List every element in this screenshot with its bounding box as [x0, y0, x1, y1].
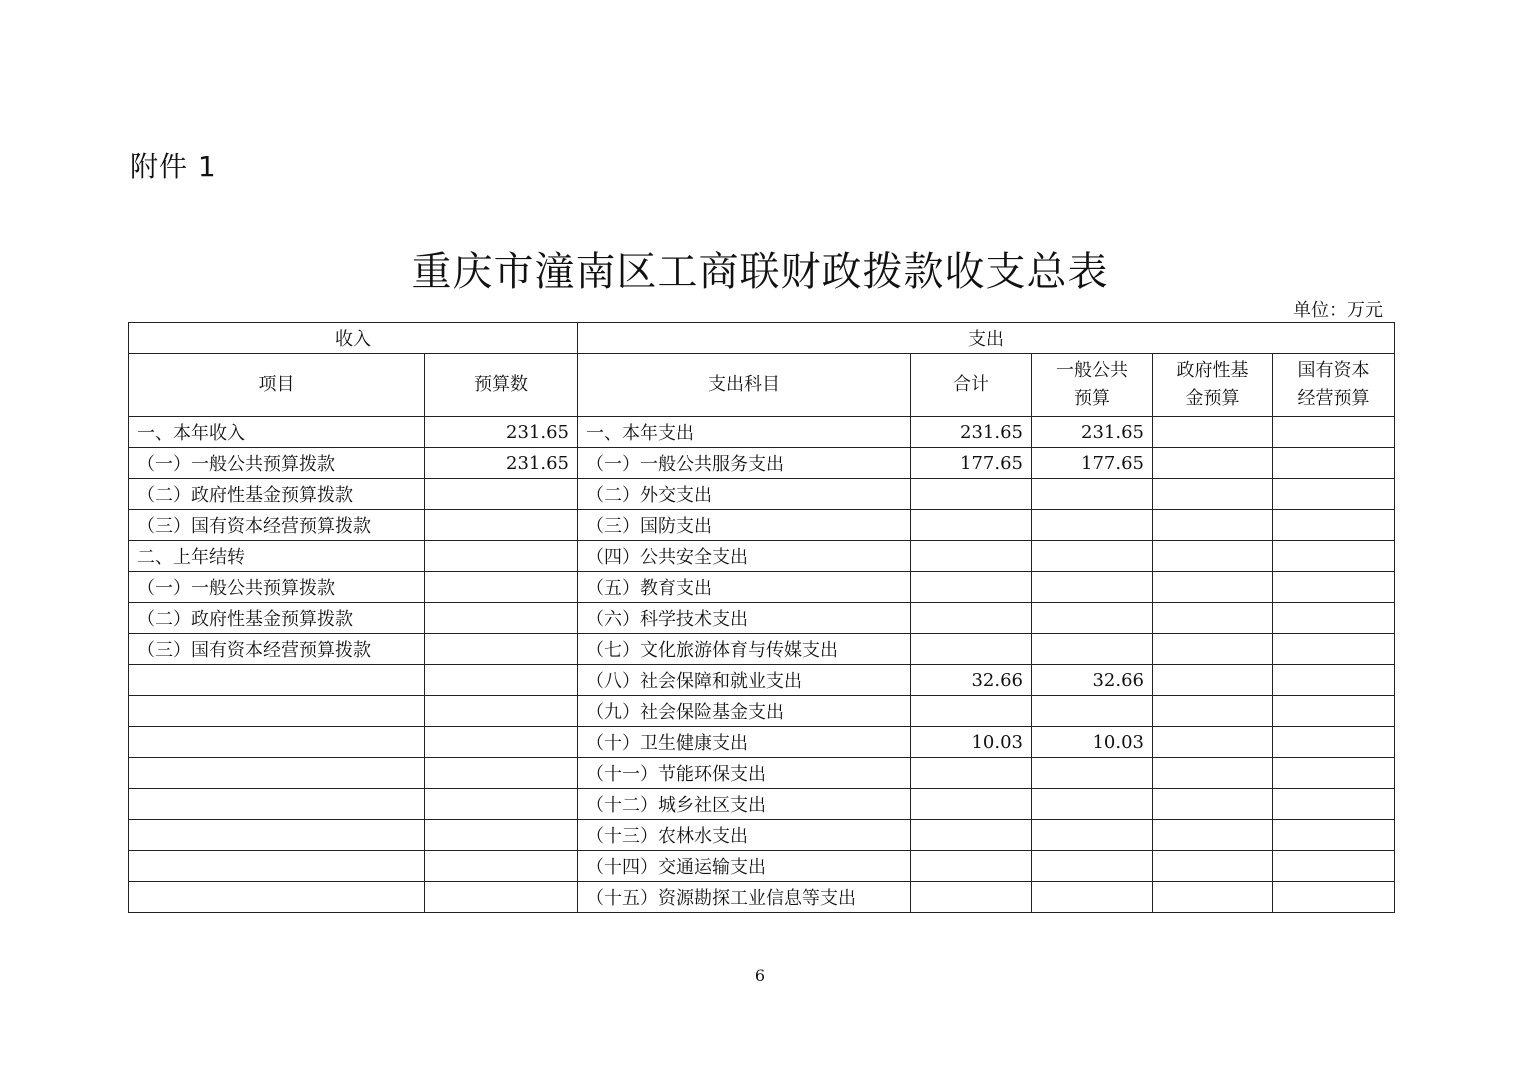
fund-budget-cell [1153, 696, 1273, 727]
general-budget-cell [1032, 603, 1153, 634]
expense-item-cell: （一）一般公共服务支出 [578, 448, 911, 479]
general-budget-cell [1032, 882, 1153, 913]
expense-item-cell: （六）科学技术支出 [578, 603, 911, 634]
state-capital-cell [1273, 758, 1395, 789]
income-amount-cell [425, 572, 578, 603]
fund-budget-cell [1153, 572, 1273, 603]
income-amount-cell: 231.65 [425, 448, 578, 479]
table-row [129, 727, 1395, 758]
general-budget-cell: 32.66 [1032, 665, 1153, 696]
table-row [129, 541, 1395, 572]
expense-item-cell: （七）文化旅游体育与传媒支出 [578, 634, 911, 665]
income-item-cell: （一）一般公共预算拨款 [129, 448, 425, 479]
total-cell [911, 789, 1032, 820]
table-row [129, 696, 1395, 727]
income-item-cell [129, 727, 425, 758]
fund-budget-cell [1153, 882, 1273, 913]
table-row [129, 417, 1395, 448]
header-row-columns [129, 354, 1395, 417]
general-budget-cell [1032, 696, 1153, 727]
state-capital-cell [1273, 510, 1395, 541]
fund-budget-cell [1153, 417, 1273, 448]
income-amount-cell [425, 882, 578, 913]
income-item-cell: （三）国有资本经营预算拨款 [129, 634, 425, 665]
expense-item-cell: 一、本年支出 [578, 417, 911, 448]
state-capital-cell [1273, 727, 1395, 758]
state-capital-cell [1273, 882, 1395, 913]
fund-budget-cell [1153, 541, 1273, 572]
expense-item-cell: （五）教育支出 [578, 572, 911, 603]
general-budget-cell: 231.65 [1032, 417, 1153, 448]
income-amount-cell [425, 541, 578, 572]
state-capital-cell [1273, 665, 1395, 696]
income-amount-cell [425, 696, 578, 727]
fund-budget-cell [1153, 789, 1273, 820]
total-cell [911, 696, 1032, 727]
total-cell [911, 541, 1032, 572]
income-amount-cell [425, 634, 578, 665]
table-row [129, 882, 1395, 913]
header-total: 合计 [911, 354, 1032, 417]
header-state-capital-budget: 国有资本经营预算 [1273, 354, 1395, 417]
expense-item-cell: （二）外交支出 [578, 479, 911, 510]
state-capital-cell [1273, 634, 1395, 665]
total-cell: 177.65 [911, 448, 1032, 479]
general-budget-cell [1032, 851, 1153, 882]
income-item-cell [129, 665, 425, 696]
fund-budget-cell [1153, 758, 1273, 789]
header-row-groups [129, 323, 1395, 354]
total-cell [911, 572, 1032, 603]
total-cell [911, 851, 1032, 882]
table-row [129, 665, 1395, 696]
income-item-cell: 二、上年结转 [129, 541, 425, 572]
income-amount-cell [425, 820, 578, 851]
total-cell [911, 510, 1032, 541]
general-budget-cell [1032, 820, 1153, 851]
general-budget-cell: 177.65 [1032, 448, 1153, 479]
expense-item-cell: （十一）节能环保支出 [578, 758, 911, 789]
fund-budget-cell [1153, 727, 1273, 758]
income-amount-cell [425, 758, 578, 789]
expense-item-cell: （四）公共安全支出 [578, 541, 911, 572]
header-fund-budget: 政府性基金预算 [1153, 354, 1273, 417]
income-item-cell [129, 851, 425, 882]
fund-budget-cell [1153, 665, 1273, 696]
fund-budget-cell [1153, 448, 1273, 479]
table-row [129, 820, 1395, 851]
header-budget-amount: 预算数 [425, 354, 578, 417]
table-row [129, 510, 1395, 541]
expense-item-cell: （十）卫生健康支出 [578, 727, 911, 758]
table-row [129, 758, 1395, 789]
fund-budget-cell [1153, 479, 1273, 510]
income-amount-cell: 231.65 [425, 417, 578, 448]
header-expense-subject: 支出科目 [578, 354, 911, 417]
unit-label: 单位：万元 [1293, 300, 1383, 321]
general-budget-cell [1032, 510, 1153, 541]
general-budget-cell [1032, 572, 1153, 603]
general-budget-cell [1032, 634, 1153, 665]
state-capital-cell [1273, 696, 1395, 727]
income-amount-cell [425, 479, 578, 510]
header-expense: 支出 [578, 323, 1395, 354]
income-amount-cell [425, 789, 578, 820]
income-item-cell [129, 882, 425, 913]
income-item-cell: （二）政府性基金预算拨款 [129, 603, 425, 634]
income-amount-cell [425, 510, 578, 541]
header-item: 项目 [129, 354, 425, 417]
total-cell [911, 820, 1032, 851]
income-item-cell: （一）一般公共预算拨款 [129, 572, 425, 603]
expense-item-cell: （十二）城乡社区支出 [578, 789, 911, 820]
income-item-cell [129, 820, 425, 851]
total-cell: 10.03 [911, 727, 1032, 758]
table-row [129, 448, 1395, 479]
table-row [129, 479, 1395, 510]
total-cell [911, 758, 1032, 789]
table-row [129, 789, 1395, 820]
income-item-cell: （二）政府性基金预算拨款 [129, 479, 425, 510]
table-row [129, 851, 1395, 882]
total-cell: 32.66 [911, 665, 1032, 696]
fund-budget-cell [1153, 634, 1273, 665]
fund-budget-cell [1153, 510, 1273, 541]
state-capital-cell [1273, 603, 1395, 634]
state-capital-cell [1273, 417, 1395, 448]
page-title: 重庆市潼南区工商联财政拨款收支总表 [411, 249, 1109, 295]
attachment-label: 附件 1 [130, 150, 217, 183]
state-capital-cell [1273, 448, 1395, 479]
expense-item-cell: （三）国防支出 [578, 510, 911, 541]
state-capital-cell [1273, 479, 1395, 510]
header-general-budget: 一般公共预算 [1032, 354, 1153, 417]
total-cell: 231.65 [911, 417, 1032, 448]
income-item-cell [129, 758, 425, 789]
page-number: 6 [754, 966, 766, 985]
expense-item-cell: （十五）资源勘探工业信息等支出 [578, 882, 911, 913]
general-budget-cell [1032, 479, 1153, 510]
general-budget-cell [1032, 789, 1153, 820]
expense-item-cell: （十三）农林水支出 [578, 820, 911, 851]
income-amount-cell [425, 851, 578, 882]
income-amount-cell [425, 603, 578, 634]
expense-item-cell: （八）社会保障和就业支出 [578, 665, 911, 696]
fund-budget-cell [1153, 603, 1273, 634]
expense-item-cell: （九）社会保险基金支出 [578, 696, 911, 727]
income-item-cell [129, 696, 425, 727]
income-item-cell [129, 789, 425, 820]
expense-item-cell: （十四）交通运输支出 [578, 851, 911, 882]
income-item-cell: 一、本年收入 [129, 417, 425, 448]
table-row [129, 572, 1395, 603]
budget-table [128, 322, 1395, 913]
total-cell [911, 634, 1032, 665]
income-item-cell: （三）国有资本经营预算拨款 [129, 510, 425, 541]
income-amount-cell [425, 727, 578, 758]
fund-budget-cell [1153, 820, 1273, 851]
fund-budget-cell [1153, 851, 1273, 882]
header-income: 收入 [129, 323, 578, 354]
total-cell [911, 882, 1032, 913]
state-capital-cell [1273, 820, 1395, 851]
total-cell [911, 479, 1032, 510]
total-cell [911, 603, 1032, 634]
table-row [129, 634, 1395, 665]
state-capital-cell [1273, 789, 1395, 820]
state-capital-cell [1273, 572, 1395, 603]
general-budget-cell: 10.03 [1032, 727, 1153, 758]
state-capital-cell [1273, 541, 1395, 572]
state-capital-cell [1273, 851, 1395, 882]
general-budget-cell [1032, 758, 1153, 789]
general-budget-cell [1032, 541, 1153, 572]
income-amount-cell [425, 665, 578, 696]
table-row [129, 603, 1395, 634]
